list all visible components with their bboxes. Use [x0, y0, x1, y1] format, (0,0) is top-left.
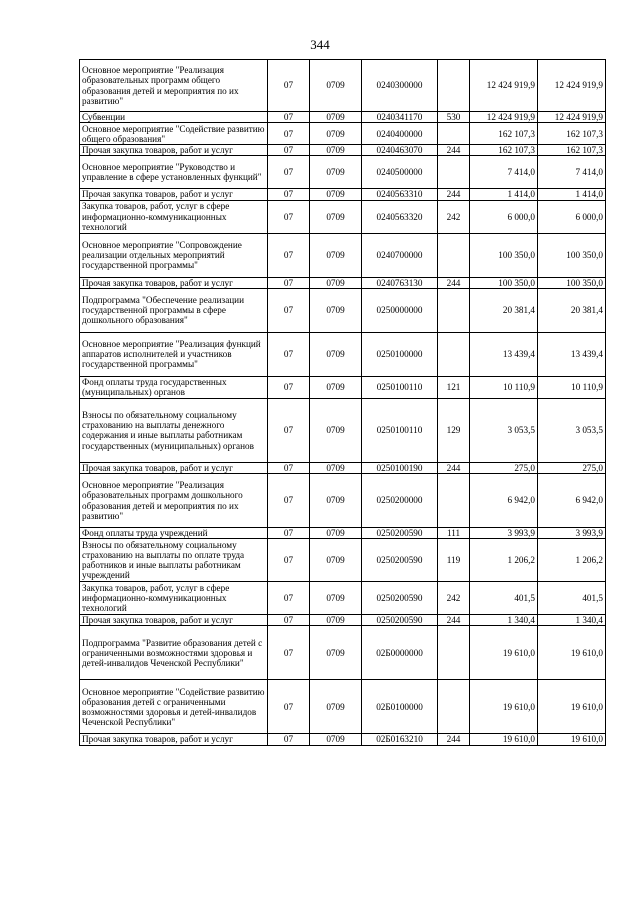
row-amount-2: 401,5	[538, 582, 606, 615]
table-row	[80, 398, 606, 462]
row-section-code: 07	[268, 376, 310, 398]
table-row	[80, 376, 606, 398]
row-section-code: 07	[268, 680, 310, 734]
row-section-code: 07	[268, 528, 310, 539]
row-name: Субвенции	[80, 112, 268, 123]
row-amount-1: 3 053,5	[470, 398, 538, 462]
row-amount-1: 1 206,2	[470, 539, 538, 582]
table-row	[80, 474, 606, 528]
row-expense-type-code	[438, 680, 470, 734]
row-name: Основное мероприятие "Руководство и управление в сфере установленных функций"	[80, 156, 268, 189]
row-target-article-code: 0250100110	[362, 376, 438, 398]
row-amount-1: 1 340,4	[470, 615, 538, 626]
table-row	[80, 112, 606, 123]
row-section-code: 07	[268, 462, 310, 473]
row-expense-type-code	[438, 332, 470, 376]
table-row	[80, 288, 606, 332]
row-subsection-code: 0709	[310, 189, 362, 200]
row-amount-1: 162 107,3	[470, 123, 538, 145]
row-subsection-code: 0709	[310, 156, 362, 189]
row-name: Основное мероприятие "Сопровождение реализации отдельных мероприятий государственной программы"	[80, 233, 268, 277]
table-row	[80, 277, 606, 288]
row-target-article-code: 0240500000	[362, 156, 438, 189]
row-name: Прочая закупка товаров, работ и услуг	[80, 615, 268, 626]
row-target-article-code: 0240563320	[362, 200, 438, 233]
row-amount-1: 20 381,4	[470, 288, 538, 332]
row-name: Взносы по обязательному социальному страхованию на выплаты денежного содержания и иные выплаты работникам государственных (муниципальных) органов	[80, 398, 268, 462]
row-amount-2: 1 206,2	[538, 539, 606, 582]
row-amount-2: 10 110,9	[538, 376, 606, 398]
row-amount-2: 100 350,0	[538, 277, 606, 288]
row-name: Фонд оплаты труда учреждений	[80, 528, 268, 539]
row-subsection-code: 0709	[310, 123, 362, 145]
row-subsection-code: 0709	[310, 233, 362, 277]
row-subsection-code: 0709	[310, 539, 362, 582]
row-subsection-code: 0709	[310, 528, 362, 539]
row-amount-2: 6 942,0	[538, 474, 606, 528]
row-subsection-code: 0709	[310, 474, 362, 528]
row-section-code: 07	[268, 539, 310, 582]
table-row	[80, 145, 606, 156]
row-amount-2: 6 000,0	[538, 200, 606, 233]
row-section-code: 07	[268, 145, 310, 156]
row-section-code: 07	[268, 189, 310, 200]
row-amount-2: 19 610,0	[538, 734, 606, 745]
row-amount-1: 12 424 919,9	[470, 60, 538, 112]
row-amount-2: 20 381,4	[538, 288, 606, 332]
row-name: Основное мероприятие "Реализация образовательных программ общего образования детей и мероприятия по их развитию"	[80, 60, 268, 112]
table-row	[80, 332, 606, 376]
table-row	[80, 615, 606, 626]
row-expense-type-code: 530	[438, 112, 470, 123]
table-row	[80, 539, 606, 582]
row-amount-2: 162 107,3	[538, 145, 606, 156]
row-name: Прочая закупка товаров, работ и услуг	[80, 462, 268, 473]
row-name: Основное мероприятие "Содействие развитию общего образования"	[80, 123, 268, 145]
row-amount-1: 275,0	[470, 462, 538, 473]
table-row	[80, 189, 606, 200]
row-amount-2: 12 424 919,9	[538, 112, 606, 123]
row-amount-1: 10 110,9	[470, 376, 538, 398]
row-target-article-code: 0250000000	[362, 288, 438, 332]
row-section-code: 07	[268, 332, 310, 376]
row-target-article-code: 0250100190	[362, 462, 438, 473]
row-expense-type-code: 121	[438, 376, 470, 398]
row-section-code: 07	[268, 626, 310, 680]
row-section-code: 07	[268, 398, 310, 462]
row-target-article-code: 02Б0163210	[362, 734, 438, 745]
row-amount-1: 100 350,0	[470, 277, 538, 288]
row-target-article-code: 0250200590	[362, 582, 438, 615]
table-row	[80, 233, 606, 277]
page-number: 344	[310, 37, 330, 52]
row-amount-2: 7 414,0	[538, 156, 606, 189]
row-subsection-code: 0709	[310, 680, 362, 734]
row-expense-type-code: 129	[438, 398, 470, 462]
row-amount-1: 6 942,0	[470, 474, 538, 528]
row-section-code: 07	[268, 615, 310, 626]
row-section-code: 07	[268, 277, 310, 288]
row-expense-type-code	[438, 626, 470, 680]
row-amount-2: 19 610,0	[538, 680, 606, 734]
row-name: Закупка товаров, работ, услуг в сфере информационно-коммуникационных технологий	[80, 200, 268, 233]
row-subsection-code: 0709	[310, 398, 362, 462]
row-subsection-code: 0709	[310, 288, 362, 332]
row-amount-1: 7 414,0	[470, 156, 538, 189]
row-amount-1: 19 610,0	[470, 734, 538, 745]
row-expense-type-code: 244	[438, 615, 470, 626]
row-amount-2: 3 993,9	[538, 528, 606, 539]
table-row	[80, 60, 606, 112]
row-target-article-code: 0250100110	[362, 398, 438, 462]
row-section-code: 07	[268, 288, 310, 332]
row-subsection-code: 0709	[310, 462, 362, 473]
row-amount-1: 162 107,3	[470, 145, 538, 156]
row-expense-type-code: 242	[438, 200, 470, 233]
row-name: Подпрограмма "Развитие образования детей с ограниченными возможностями здоровья и детей-инвалидов Чеченской Республики"	[80, 626, 268, 680]
row-name: Фонд оплаты труда государственных (муниципальных) органов	[80, 376, 268, 398]
row-amount-1: 13 439,4	[470, 332, 538, 376]
row-target-article-code: 0240400000	[362, 123, 438, 145]
row-section-code: 07	[268, 582, 310, 615]
row-name: Прочая закупка товаров, работ и услуг	[80, 145, 268, 156]
row-subsection-code: 0709	[310, 376, 362, 398]
row-amount-2: 3 053,5	[538, 398, 606, 462]
row-subsection-code: 0709	[310, 734, 362, 745]
row-target-article-code: 0250200590	[362, 528, 438, 539]
table-row	[80, 462, 606, 473]
row-subsection-code: 0709	[310, 60, 362, 112]
row-name: Прочая закупка товаров, работ и услуг	[80, 277, 268, 288]
row-name: Прочая закупка товаров, работ и услуг	[80, 189, 268, 200]
row-target-article-code: 0240563310	[362, 189, 438, 200]
row-amount-1: 3 993,9	[470, 528, 538, 539]
row-expense-type-code	[438, 474, 470, 528]
row-subsection-code: 0709	[310, 277, 362, 288]
row-section-code: 07	[268, 112, 310, 123]
table-row	[80, 734, 606, 745]
row-expense-type-code: 244	[438, 277, 470, 288]
row-amount-1: 401,5	[470, 582, 538, 615]
row-subsection-code: 0709	[310, 615, 362, 626]
row-subsection-code: 0709	[310, 332, 362, 376]
row-amount-2: 275,0	[538, 462, 606, 473]
row-section-code: 07	[268, 474, 310, 528]
row-target-article-code: 02Б0100000	[362, 680, 438, 734]
row-name: Прочая закупка товаров, работ и услуг	[80, 734, 268, 745]
row-target-article-code: 0240700000	[362, 233, 438, 277]
row-target-article-code: 0240763130	[362, 277, 438, 288]
row-name: Основное мероприятие "Реализация функций аппаратов исполнителей и участников государственной программы"	[80, 332, 268, 376]
row-section-code: 07	[268, 734, 310, 745]
row-subsection-code: 0709	[310, 112, 362, 123]
row-expense-type-code	[438, 288, 470, 332]
row-subsection-code: 0709	[310, 582, 362, 615]
row-amount-1: 19 610,0	[470, 680, 538, 734]
row-name: Основное мероприятие "Содействие развитию образования детей с ограниченными возможностями здоровья и детей-инвалидов Чеченской Республики"	[80, 680, 268, 734]
row-section-code: 07	[268, 123, 310, 145]
row-expense-type-code: 244	[438, 462, 470, 473]
row-subsection-code: 0709	[310, 145, 362, 156]
row-target-article-code: 0250200590	[362, 615, 438, 626]
row-amount-2: 1 340,4	[538, 615, 606, 626]
row-amount-2: 1 414,0	[538, 189, 606, 200]
row-amount-2: 162 107,3	[538, 123, 606, 145]
row-amount-1: 1 414,0	[470, 189, 538, 200]
row-amount-1: 100 350,0	[470, 233, 538, 277]
row-target-article-code: 0250100000	[362, 332, 438, 376]
table-row	[80, 156, 606, 189]
row-expense-type-code: 244	[438, 734, 470, 745]
row-amount-1: 19 610,0	[470, 626, 538, 680]
row-target-article-code: 0240300000	[362, 60, 438, 112]
row-name: Закупка товаров, работ, услуг в сфере информационно-коммуникационных технологий	[80, 582, 268, 615]
row-target-article-code: 0240463070	[362, 145, 438, 156]
table-row	[80, 200, 606, 233]
row-expense-type-code: 119	[438, 539, 470, 582]
row-name: Подпрограмма "Обеспечение реализации государственной программы в сфере дошкольного образования"	[80, 288, 268, 332]
table-row	[80, 528, 606, 539]
row-amount-2: 12 424 919,9	[538, 60, 606, 112]
row-section-code: 07	[268, 233, 310, 277]
row-expense-type-code: 242	[438, 582, 470, 615]
row-expense-type-code	[438, 233, 470, 277]
row-subsection-code: 0709	[310, 200, 362, 233]
row-expense-type-code: 244	[438, 189, 470, 200]
row-expense-type-code	[438, 123, 470, 145]
row-name: Взносы по обязательному социальному страхованию на выплаты по оплате труда работников и иные выплаты работникам учреждений	[80, 539, 268, 582]
row-amount-1: 12 424 919,9	[470, 112, 538, 123]
table-body	[80, 60, 606, 746]
row-target-article-code: 0250200590	[362, 539, 438, 582]
row-section-code: 07	[268, 60, 310, 112]
row-subsection-code: 0709	[310, 626, 362, 680]
row-target-article-code: 02Б0000000	[362, 626, 438, 680]
row-expense-type-code: 111	[438, 528, 470, 539]
row-section-code: 07	[268, 200, 310, 233]
row-name: Основное мероприятие "Реализация образовательных программ дошкольного образования детей и мероприятия по их развитию"	[80, 474, 268, 528]
table-row	[80, 680, 606, 734]
table-row	[80, 582, 606, 615]
row-amount-2: 19 610,0	[538, 626, 606, 680]
row-target-article-code: 0250200000	[362, 474, 438, 528]
row-target-article-code: 0240341170	[362, 112, 438, 123]
row-amount-2: 100 350,0	[538, 233, 606, 277]
row-amount-2: 13 439,4	[538, 332, 606, 376]
row-expense-type-code	[438, 156, 470, 189]
table-row	[80, 626, 606, 680]
row-expense-type-code: 244	[438, 145, 470, 156]
budget-table	[79, 59, 606, 746]
row-expense-type-code	[438, 60, 470, 112]
table-row	[80, 123, 606, 145]
row-section-code: 07	[268, 156, 310, 189]
row-amount-1: 6 000,0	[470, 200, 538, 233]
